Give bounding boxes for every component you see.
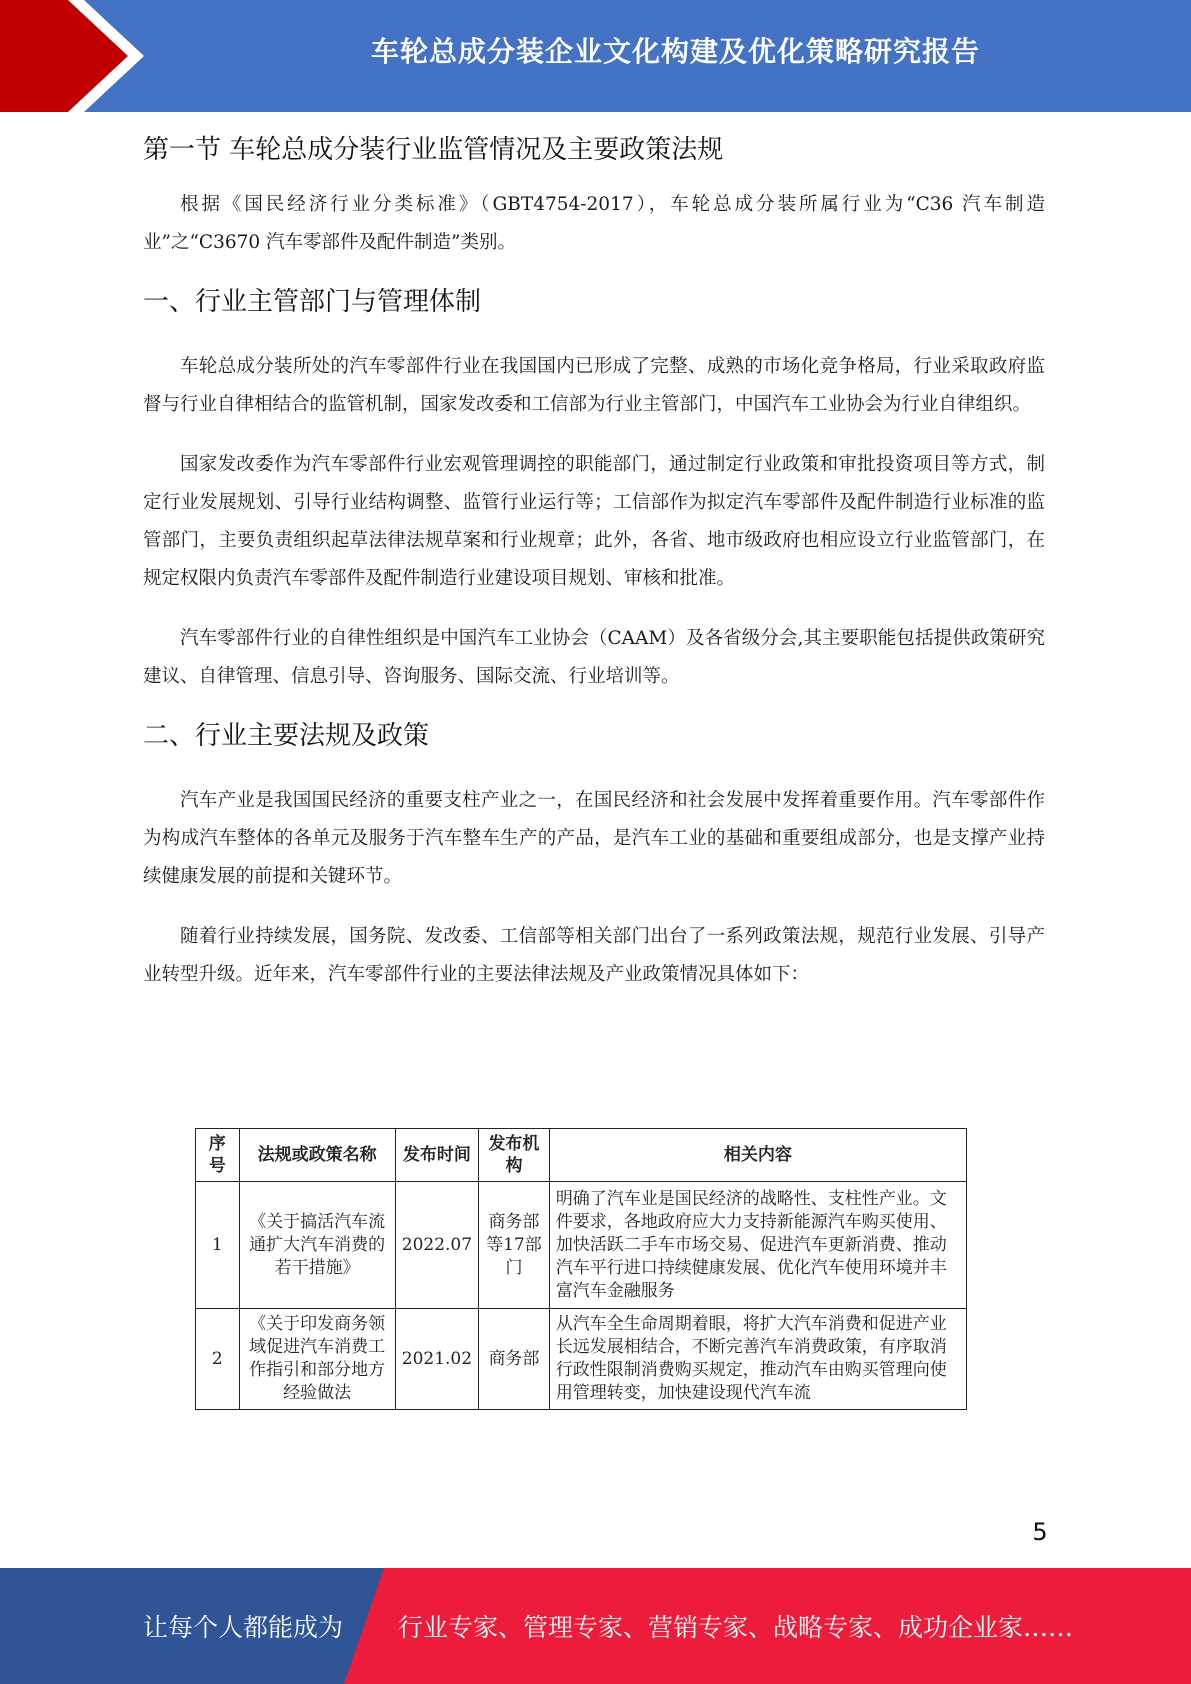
table-header-cell: 序号 (196, 1129, 240, 1182)
footer-slogan-left: 让每个人都能成为 (143, 1613, 344, 1642)
table-cell: 商务部 (479, 1309, 550, 1410)
intro-paragraph: 根据《国民经济行业分类标准》（GBT4754-2017），车轮总成分装所属行业为“C36 汽车制造业”之“C3670 汽车零部件及配件制造”类别。 (143, 194, 1045, 253)
section-title: 第一节 车轮总成分装行业监管情况及主要政策法规 (143, 135, 724, 165)
paragraph: 汽车产业是我国国民经济的重要支柱产业之一，在国民经济和社会发展中发挥着重要作用。汽车零部件作为构成汽车整体的各单元及服务于汽车整车生产的产品，是汽车工业的基础和重要组成部分，也是支撑产业持续健康发展的前提和关键环节。 (143, 790, 1045, 887)
heading-part1: 一、行业主管部门与管理体制 (143, 287, 482, 317)
table-row (196, 1182, 967, 1309)
policy-table (195, 1128, 967, 1410)
table-cell: 《关于印发商务领域促进汽车消费工作指引和部分地方经验做法 (239, 1309, 395, 1410)
heading-part2: 二、行业主要法规及政策 (143, 721, 430, 751)
table-cell: 从汽车全生命周期着眼，将扩大汽车消费和促进产业长远发展相结合，不断完善汽车消费政策，有序取消行政性限制消费购买规定，推动汽车由购买管理向使用管理转变，加快建设现代汽车流 (549, 1309, 966, 1410)
table-cell: 1 (196, 1182, 240, 1309)
document-body (143, 128, 1045, 994)
table-cell: 2 (196, 1309, 240, 1410)
table-header-cell: 发布时间 (395, 1129, 478, 1182)
paragraph: 车轮总成分装所处的汽车零部件行业在我国国内已形成了完整、成熟的市场化竞争格局，行业采取政府监督与行业自律相结合的监管机制，国家发改委和工信部为行业主管部门，中国汽车工业协会为行业自律组织。 (143, 356, 1045, 415)
page-number: 5 (1032, 1518, 1048, 1546)
table-header-row (196, 1129, 967, 1182)
table-header-cell: 相关内容 (549, 1129, 966, 1182)
table-cell: 2022.07 (395, 1182, 478, 1309)
paragraph: 汽车零部件行业的自律性组织是中国汽车工业协会（CAAM）及各省级分会,其主要职能包括提供政策研究建议、自律管理、信息引导、咨询服务、国际交流、行业培训等。 (143, 628, 1045, 687)
page-header (0, 0, 1191, 112)
table-header-cell: 法规或政策名称 (239, 1129, 395, 1182)
page-footer (0, 1568, 1191, 1684)
table-cell: 明确了汽车业是国民经济的战略性、支柱性产业。文件要求，各地政府应大力支持新能源汽车购买使用、加快活跃二手车市场交易、促进汽车更新消费、推动汽车平行进口持续健康发展、优化汽车使用环境并丰富汽车金融服务 (549, 1182, 966, 1309)
table-cell: 商务部等17部门 (479, 1182, 550, 1309)
header-title: 车轮总成分装企业文化构建及优化策略研究报告 (370, 35, 980, 68)
header-arrow-decoration (0, 0, 200, 112)
paragraph: 国家发改委作为汽车零部件行业宏观管理调控的职能部门，通过制定行业政策和审批投资项目等方式，制定行业发展规划、引导行业结构调整、监管行业运行等；工信部作为拟定汽车零部件及配件制造行业标准的监管部门，主要负责组织起草法律法规草案和行业规章；此外，各省、地市级政府也相应设立行业监管部门，在规定权限内负责汽车零部件及配件制造行业建设项目规划、审核和批准。 (143, 454, 1045, 589)
table-cell: 《关于搞活汽车流通扩大汽车消费的若干措施》 (239, 1182, 395, 1309)
table-header-cell: 发布机构 (479, 1129, 550, 1182)
footer-slogan-right: 行业专家、管理专家、营销专家、战略专家、成功企业家…… (398, 1613, 1074, 1642)
table-row (196, 1309, 967, 1410)
table-cell: 2021.02 (395, 1309, 478, 1410)
paragraph: 随着行业持续发展，国务院、发改委、工信部等相关部门出台了一系列政策法规，规范行业发展、引导产业转型升级。近年来，汽车零部件行业的主要法律法规及产业政策情况具体如下： (143, 926, 1045, 985)
